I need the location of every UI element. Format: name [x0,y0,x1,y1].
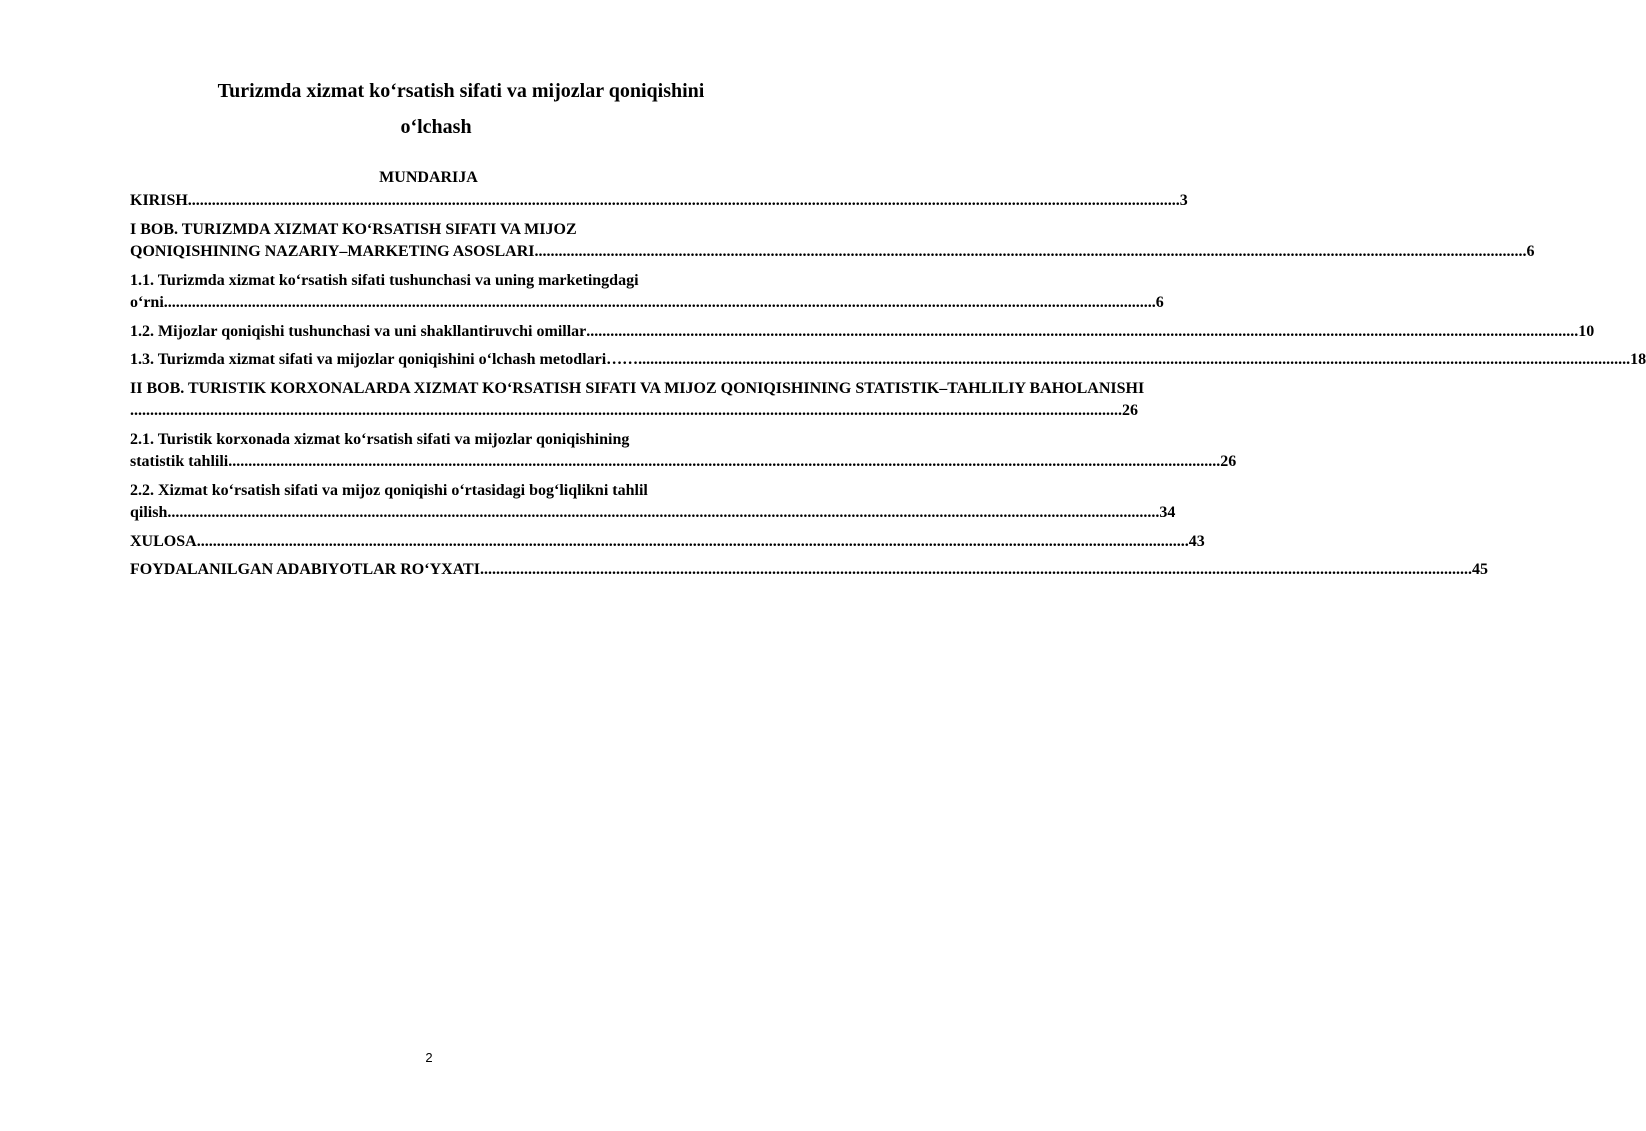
toc-entry[interactable] [130,219,1535,264]
toc-entry[interactable] [130,480,1176,525]
table-of-contents [130,190,1646,588]
toc-entry[interactable] [130,349,1646,372]
toc-page-number: 6 [1155,294,1164,311]
toc-page-number: 18 [1630,351,1646,368]
toc-entry-row [130,451,1237,474]
toc-dot-leader [638,349,1630,372]
toc-entry-row [130,531,1205,554]
toc-entry-row [130,321,1595,344]
toc-entry[interactable] [130,321,1595,344]
toc-dot-leader [586,321,1578,344]
toc-entry-row [130,349,1646,372]
toc-heading: MUNDARIJA [379,169,478,186]
toc-entry-row [130,241,1535,264]
toc-page-number: 34 [1159,504,1176,521]
toc-entry-title: 1.2. Mijozlar qoniqishi tushunchasi va uni shakllantiruvchi omillar [130,322,587,340]
toc-entry-row [130,502,1176,525]
toc-entry[interactable] [130,429,1237,474]
toc-entry-row [130,190,1188,213]
toc-entry-title: QONIQISHINING NAZARIY–MARKETING ASOSLARI [130,243,535,260]
toc-entry[interactable] [130,559,1488,582]
toc-entry-title: 1.3. Turizmda xizmat sifati va mijozlar qoniqishini o‘lchash metodlari…… [130,351,639,368]
toc-entry-row [130,400,1138,423]
toc-entry-title: XULOSA [130,532,197,550]
toc-entry-title-line: 1.1. Turizmda xizmat ko‘rsatish sifati tushunchasi va uning marketingdagi [130,271,639,289]
toc-dot-leader [480,559,1472,582]
toc-entry-row [130,559,1488,582]
document-title-line-2: o‘lchash [400,116,472,138]
page-number: 2 [425,1050,433,1065]
toc-entry[interactable] [130,531,1205,554]
toc-entry-title-line: II BOB. TURISTIK KORXONALARDA XIZMAT KO‘RSATISH SIFATI VA MIJOZ QONIQISHINING STATISTIK–TAHLILIY BAHOLANISHI [130,379,1145,397]
toc-entry-title-line: 2.2. Xizmat ko‘rsatish sifati va mijoz qoniqishi o‘rtasidagi bog‘liqlikni tahlil [130,481,648,499]
toc-page-number: 43 [1188,532,1205,550]
toc-page-number: 6 [1526,243,1535,260]
toc-page-number: 26 [1122,402,1138,419]
toc-page-number: 45 [1471,561,1488,578]
toc-dot-leader [188,190,1180,213]
toc-entry-title-line: 2.1. Turistik korxonada xizmat ko‘rsatish sifati va mijozlar qoniqishining [130,430,630,448]
toc-dot-leader [228,451,1220,474]
toc-entry[interactable] [130,378,1145,423]
toc-entry-title: statistik tahlili [130,453,229,470]
toc-entry-title: FOYDALANILGAN ADABIYOTLAR RO‘YXATI [130,561,480,578]
toc-entry[interactable] [130,190,1188,213]
toc-entry[interactable] [130,270,1164,315]
toc-entry-title: qilish [130,504,168,521]
toc-dot-leader [535,241,1527,264]
toc-dot-leader [130,400,1122,423]
toc-entry-title: KIRISH [130,192,188,209]
document-title-line-1: Turizmda xizmat ko‘rsatish sifati va mijozlar qoniqishini [217,80,705,102]
toc-entry-title: o‘rni [130,294,164,311]
toc-page-number: 26 [1220,453,1237,470]
toc-entry-row [130,292,1164,315]
toc-entry-title-line: I BOB. TURIZMDA XIZMAT KO‘RSATISH SIFATI VA MIJOZ [130,220,577,238]
toc-dot-leader [197,531,1189,554]
toc-page-number: 10 [1578,322,1595,340]
toc-dot-leader [167,502,1159,525]
toc-dot-leader [164,292,1156,315]
toc-page-number: 3 [1179,192,1188,209]
document-title [130,73,742,145]
